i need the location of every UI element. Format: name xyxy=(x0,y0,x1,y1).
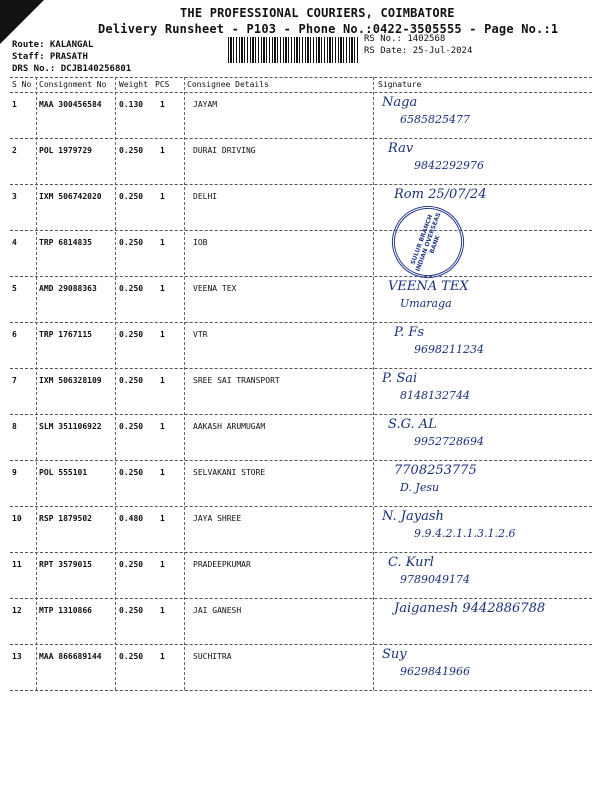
row-signature: Rav xyxy=(388,141,414,156)
row-signature: C. Kurl xyxy=(388,555,434,570)
row-sno: 6 xyxy=(12,330,17,339)
row-consignee: DELHI xyxy=(193,192,218,201)
row-pcs: 1 xyxy=(160,238,165,247)
row-divider xyxy=(10,690,592,691)
barcode xyxy=(228,37,358,63)
row-consignee: VTR xyxy=(193,330,208,339)
row-signature: 7708253775 xyxy=(394,463,477,478)
rs-number: RS No.: 1402568 xyxy=(364,34,446,44)
row-weight: 0.250 xyxy=(119,284,144,293)
row-sno: 3 xyxy=(12,192,17,201)
row-signature-phone: 9952728694 xyxy=(414,435,484,448)
row-sno: 7 xyxy=(12,376,17,385)
row-consignment-no: RSP 1879502 xyxy=(39,514,92,523)
row-consignee: SUCHITRA xyxy=(193,652,232,661)
drs-number: DRS No.: DCJB140256801 xyxy=(12,64,132,74)
table-top-line xyxy=(10,77,592,78)
row-divider xyxy=(10,460,592,461)
row-divider xyxy=(10,644,592,645)
row-pcs: 1 xyxy=(160,422,165,431)
row-divider xyxy=(10,184,592,185)
row-consignment-no: MAA 866689144 xyxy=(39,652,102,661)
row-consignee: JAI GANESH xyxy=(193,606,242,615)
row-consignee: SREE SAI TRANSPORT xyxy=(193,376,280,385)
document-title: THE PROFESSIONAL COURIERS, COIMBATORE xyxy=(180,6,455,20)
row-weight: 0.250 xyxy=(119,238,144,247)
row-weight: 0.480 xyxy=(119,514,144,523)
row-pcs: 1 xyxy=(160,146,165,155)
row-consignee: JAYA SHREE xyxy=(193,514,242,523)
row-pcs: 1 xyxy=(160,468,165,477)
row-signature: Naga xyxy=(382,95,418,110)
row-consignment-no: POL 1979729 xyxy=(39,146,92,155)
row-consignee: PRADEEPKUMAR xyxy=(193,560,251,569)
row-divider xyxy=(10,322,592,323)
row-consignment-no: AMD 29088363 xyxy=(39,284,97,293)
row-consignment-no: TRP 1767115 xyxy=(39,330,92,339)
row-weight: 0.250 xyxy=(119,376,144,385)
row-consignment-no: IXM 506742020 xyxy=(39,192,102,201)
row-pcs: 1 xyxy=(160,192,165,201)
row-consignment-no: SLM 351106922 xyxy=(39,422,102,431)
row-sno: 8 xyxy=(12,422,17,431)
row-signature-phone: 8148132744 xyxy=(400,389,470,402)
rs-date: RS Date: 25-Jul-2024 xyxy=(364,46,473,56)
row-pcs: 1 xyxy=(160,284,165,293)
row-weight: 0.250 xyxy=(119,560,144,569)
row-sno: 13 xyxy=(12,652,22,661)
row-divider xyxy=(10,506,592,507)
row-signature: P. Fs xyxy=(394,325,425,340)
row-signature-phone: D. Jesu xyxy=(400,481,440,494)
col-header-pcs: PCS xyxy=(155,80,170,89)
bank-stamp: SULUR BRANCH INDIAN OVERSEAS BANK xyxy=(382,196,474,288)
row-divider xyxy=(10,598,592,599)
row-weight: 0.250 xyxy=(119,192,144,201)
row-sno: 1 xyxy=(12,100,17,109)
col-header-consignment: Consignment No xyxy=(39,80,107,89)
row-sno: 2 xyxy=(12,146,17,155)
row-pcs: 1 xyxy=(160,100,165,109)
row-divider xyxy=(10,230,592,231)
row-consignment-no: MTP 1310866 xyxy=(39,606,92,615)
row-signature: Suy xyxy=(382,647,407,662)
row-sno: 10 xyxy=(12,514,22,523)
row-divider xyxy=(10,368,592,369)
row-pcs: 1 xyxy=(160,514,165,523)
row-signature-phone: 9698211234 xyxy=(414,343,484,356)
row-pcs: 1 xyxy=(160,376,165,385)
row-signature: Rom 25/07/24 xyxy=(394,187,487,202)
row-pcs: 1 xyxy=(160,652,165,661)
row-divider xyxy=(10,414,592,415)
row-sno: 12 xyxy=(12,606,22,615)
row-weight: 0.250 xyxy=(119,330,144,339)
row-consignment-no: IXM 506328109 xyxy=(39,376,102,385)
row-signature: N. Jayash xyxy=(382,509,444,524)
staff-label: Staff: PRASATH xyxy=(12,52,88,62)
row-signature-phone: 9789049174 xyxy=(400,573,470,586)
row-consignment-no: RPT 3579015 xyxy=(39,560,92,569)
row-weight: 0.130 xyxy=(119,100,144,109)
row-sno: 11 xyxy=(12,560,22,569)
row-weight: 0.250 xyxy=(119,606,144,615)
row-signature-phone: 9.9.4.2.1.1.3.1.2.6 xyxy=(414,527,516,540)
row-weight: 0.250 xyxy=(119,422,144,431)
scan-corner-mark xyxy=(0,0,44,44)
row-consignee: AAKASH ARUMUGAM xyxy=(193,422,266,431)
row-sno: 9 xyxy=(12,468,17,477)
row-consignee: DURAI DRIVING xyxy=(193,146,256,155)
row-pcs: 1 xyxy=(160,330,165,339)
row-signature: VEENA TEX xyxy=(388,279,469,294)
header-bottom-line xyxy=(10,92,592,93)
row-signature-phone: 6585825477 xyxy=(400,113,470,126)
row-consignment-no: POL 555101 xyxy=(39,468,88,477)
route-label: Route: KALANGAL xyxy=(12,40,94,50)
row-signature-phone: 9629841966 xyxy=(400,665,470,678)
row-signature-phone: Umaraga xyxy=(400,297,452,310)
row-signature-phone: 9842292976 xyxy=(414,159,484,172)
row-consignee: VEENA TEX xyxy=(193,284,237,293)
row-pcs: 1 xyxy=(160,560,165,569)
row-consignee: SELVAKANI STORE xyxy=(193,468,266,477)
row-consignee: IOB xyxy=(193,238,208,247)
col-header-sno: S No xyxy=(12,80,32,89)
row-divider xyxy=(10,552,592,553)
col-header-consignee: Consignee Details xyxy=(187,80,269,89)
row-weight: 0.250 xyxy=(119,146,144,155)
row-divider xyxy=(10,276,592,277)
row-signature: Jaiganesh 9442886788 xyxy=(394,601,546,616)
row-consignment-no: MAA 300456584 xyxy=(39,100,102,109)
row-signature: P. Sai xyxy=(382,371,418,386)
document-subtitle: Delivery Runsheet - P103 - Phone No.:0422-3505555 - Page No.:1 xyxy=(98,22,559,36)
row-weight: 0.250 xyxy=(119,652,144,661)
row-divider xyxy=(10,138,592,139)
row-sno: 5 xyxy=(12,284,17,293)
row-pcs: 1 xyxy=(160,606,165,615)
row-signature: S.G. AL xyxy=(388,417,437,432)
row-consignment-no: TRP 6814835 xyxy=(39,238,92,247)
col-header-signature: Signature xyxy=(378,80,422,89)
row-weight: 0.250 xyxy=(119,468,144,477)
row-sno: 4 xyxy=(12,238,17,247)
row-consignee: JAYAM xyxy=(193,100,218,109)
col-header-weight: Weight xyxy=(119,80,148,89)
